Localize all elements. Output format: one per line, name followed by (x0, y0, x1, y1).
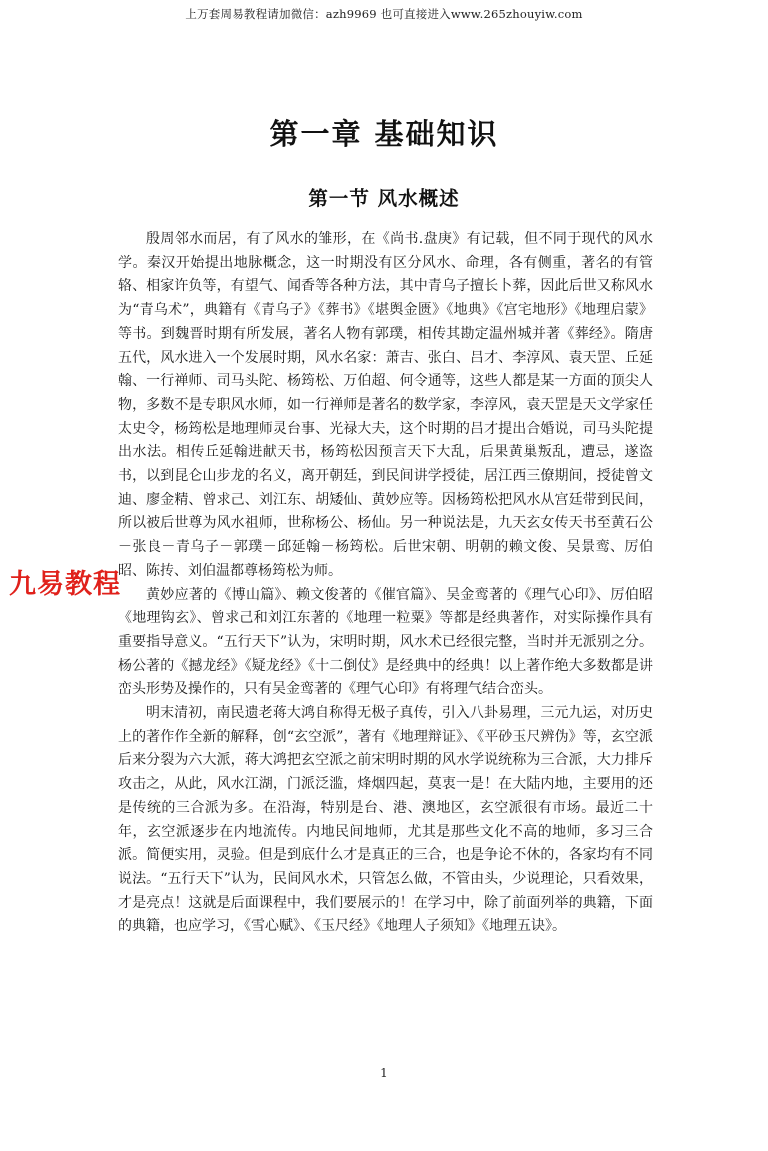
paragraph: 黄妙应著的《博山篇》、赖文俊著的《催官篇》、吴金鸾著的《理气心印》、厉伯昭《地理钩玄》、曾求己和刘江东著的《地理一粒粟》等都是经典著作，对实际操作具有重要指导意义。“五行天下”认为，宋明时期，风水术已经很完整，当时并无派别之分。杨公著的《撼龙经》《疑龙经》《十二倒仗》是经典中的经典！以上著作绝大多数都是讲峦头形势及操作的，只有吴金鸾著的《理气心印》有将理气结合峦头。 (118, 586, 653, 698)
paragraph: 明末清初，南民遗老蒋大鸿自称得无极子真传，引入八卦易理，三元九运，对历史上的著作作全新的解释，创“玄空派”，著有《地理辩证》、《平砂玉尺辨伪》等，玄空派后来分裂为六大派，蒋大鸿把玄空派之前宋明时期的风水学说统称为三合派，大力排斥攻击之，从此，风水江湖，门派泛滥，烽烟四起，莫衷一是！在大陆内地，主要用的还是传统的三合派为多。在沿海，特别是台、港、澳地区，玄空派很有市场。最近二十年，玄空派逐步在内地流传。内地民间地师，尤其是那些文化不高的地师，多习三合派。简便实用，灵验。但是到底什么才是真正的三合，也是争论不休的，各家均有不同说法。“五行天下”认为，民间风水术，只管怎么做，不管由头，少说理论，只看效果，才是亮点！这就是后面课程中，我们要展示的！在学习中，除了前面列举的典籍，下面的典籍，也应学习，《雪心赋》、《玉尺经》《地理人子须知》《地理五诀》。 (118, 705, 653, 935)
paragraph: 殷周邻水而居，有了风水的雏形，在《尚书.盘庚》有记载，但不同于现代的风水学。秦汉开始提出地脉概念，这一时期没有区分风水、命理，各有侧重，著名的有管辂、相家许负等，有望气、闻香等各种方法，其中青乌子擅长卜葬，因此后世又称风水为“青乌术”，典籍有《青乌子》《葬书》《堪舆金匮》《地典》《宫宅地形》《地理启蒙》等书。到魏晋时期有所发展，著名人物有郭璞，相传其勘定温州城并著《葬经》。隋唐五代，风水进入一个发展时期，风水名家：萧吉、张白、吕才、李淳风、袁天罡、丘延翰、一行禅师、司马头陀、杨筠松、万伯超、何令通等，这些人都是某一方面的顶尖人物，多数不是专职风水师，如一行禅师是著名的数学家，李淳风，袁天罡是天文学家任太史令，杨筠松是地理师灵台事、光禄大夫，这个时期的吕才提出合婚说，司马头陀提出水法。相传丘延翰进献天书，杨筠松因预言天下大乱，后果黄巢叛乱，遭忌，遂盗书，以到昆仑山步龙的名义，离开朝廷，到民间讲学授徒，居江西三僚期间，授徒曾文迪、廖金精、曾求己、刘江东、胡矮仙、黄妙应等。因杨筠松把风水从宫廷带到民间，所以被后世尊为风水祖师，世称杨公、杨仙。另一种说法是，九天玄女传天书至黄石公－张良－青乌子－郭璞－邱延翰－杨筠松。后世宋朝、明朝的赖文俊、吴景鸾、厉伯昭、陈抟、刘伯温都尊杨筠松为师。 (118, 231, 653, 579)
watermark-logo: 九易教程 (9, 569, 121, 600)
chapter-title: 第一章 基础知识 (269, 117, 499, 151)
page-number: 1 (380, 1066, 388, 1080)
top-banner: 上万套周易教程请加微信：azh9969 也可直接进入www.265zhouyiw.com (185, 7, 583, 21)
section-title: 第一节 风水概述 (308, 187, 460, 210)
body-text (118, 228, 653, 939)
